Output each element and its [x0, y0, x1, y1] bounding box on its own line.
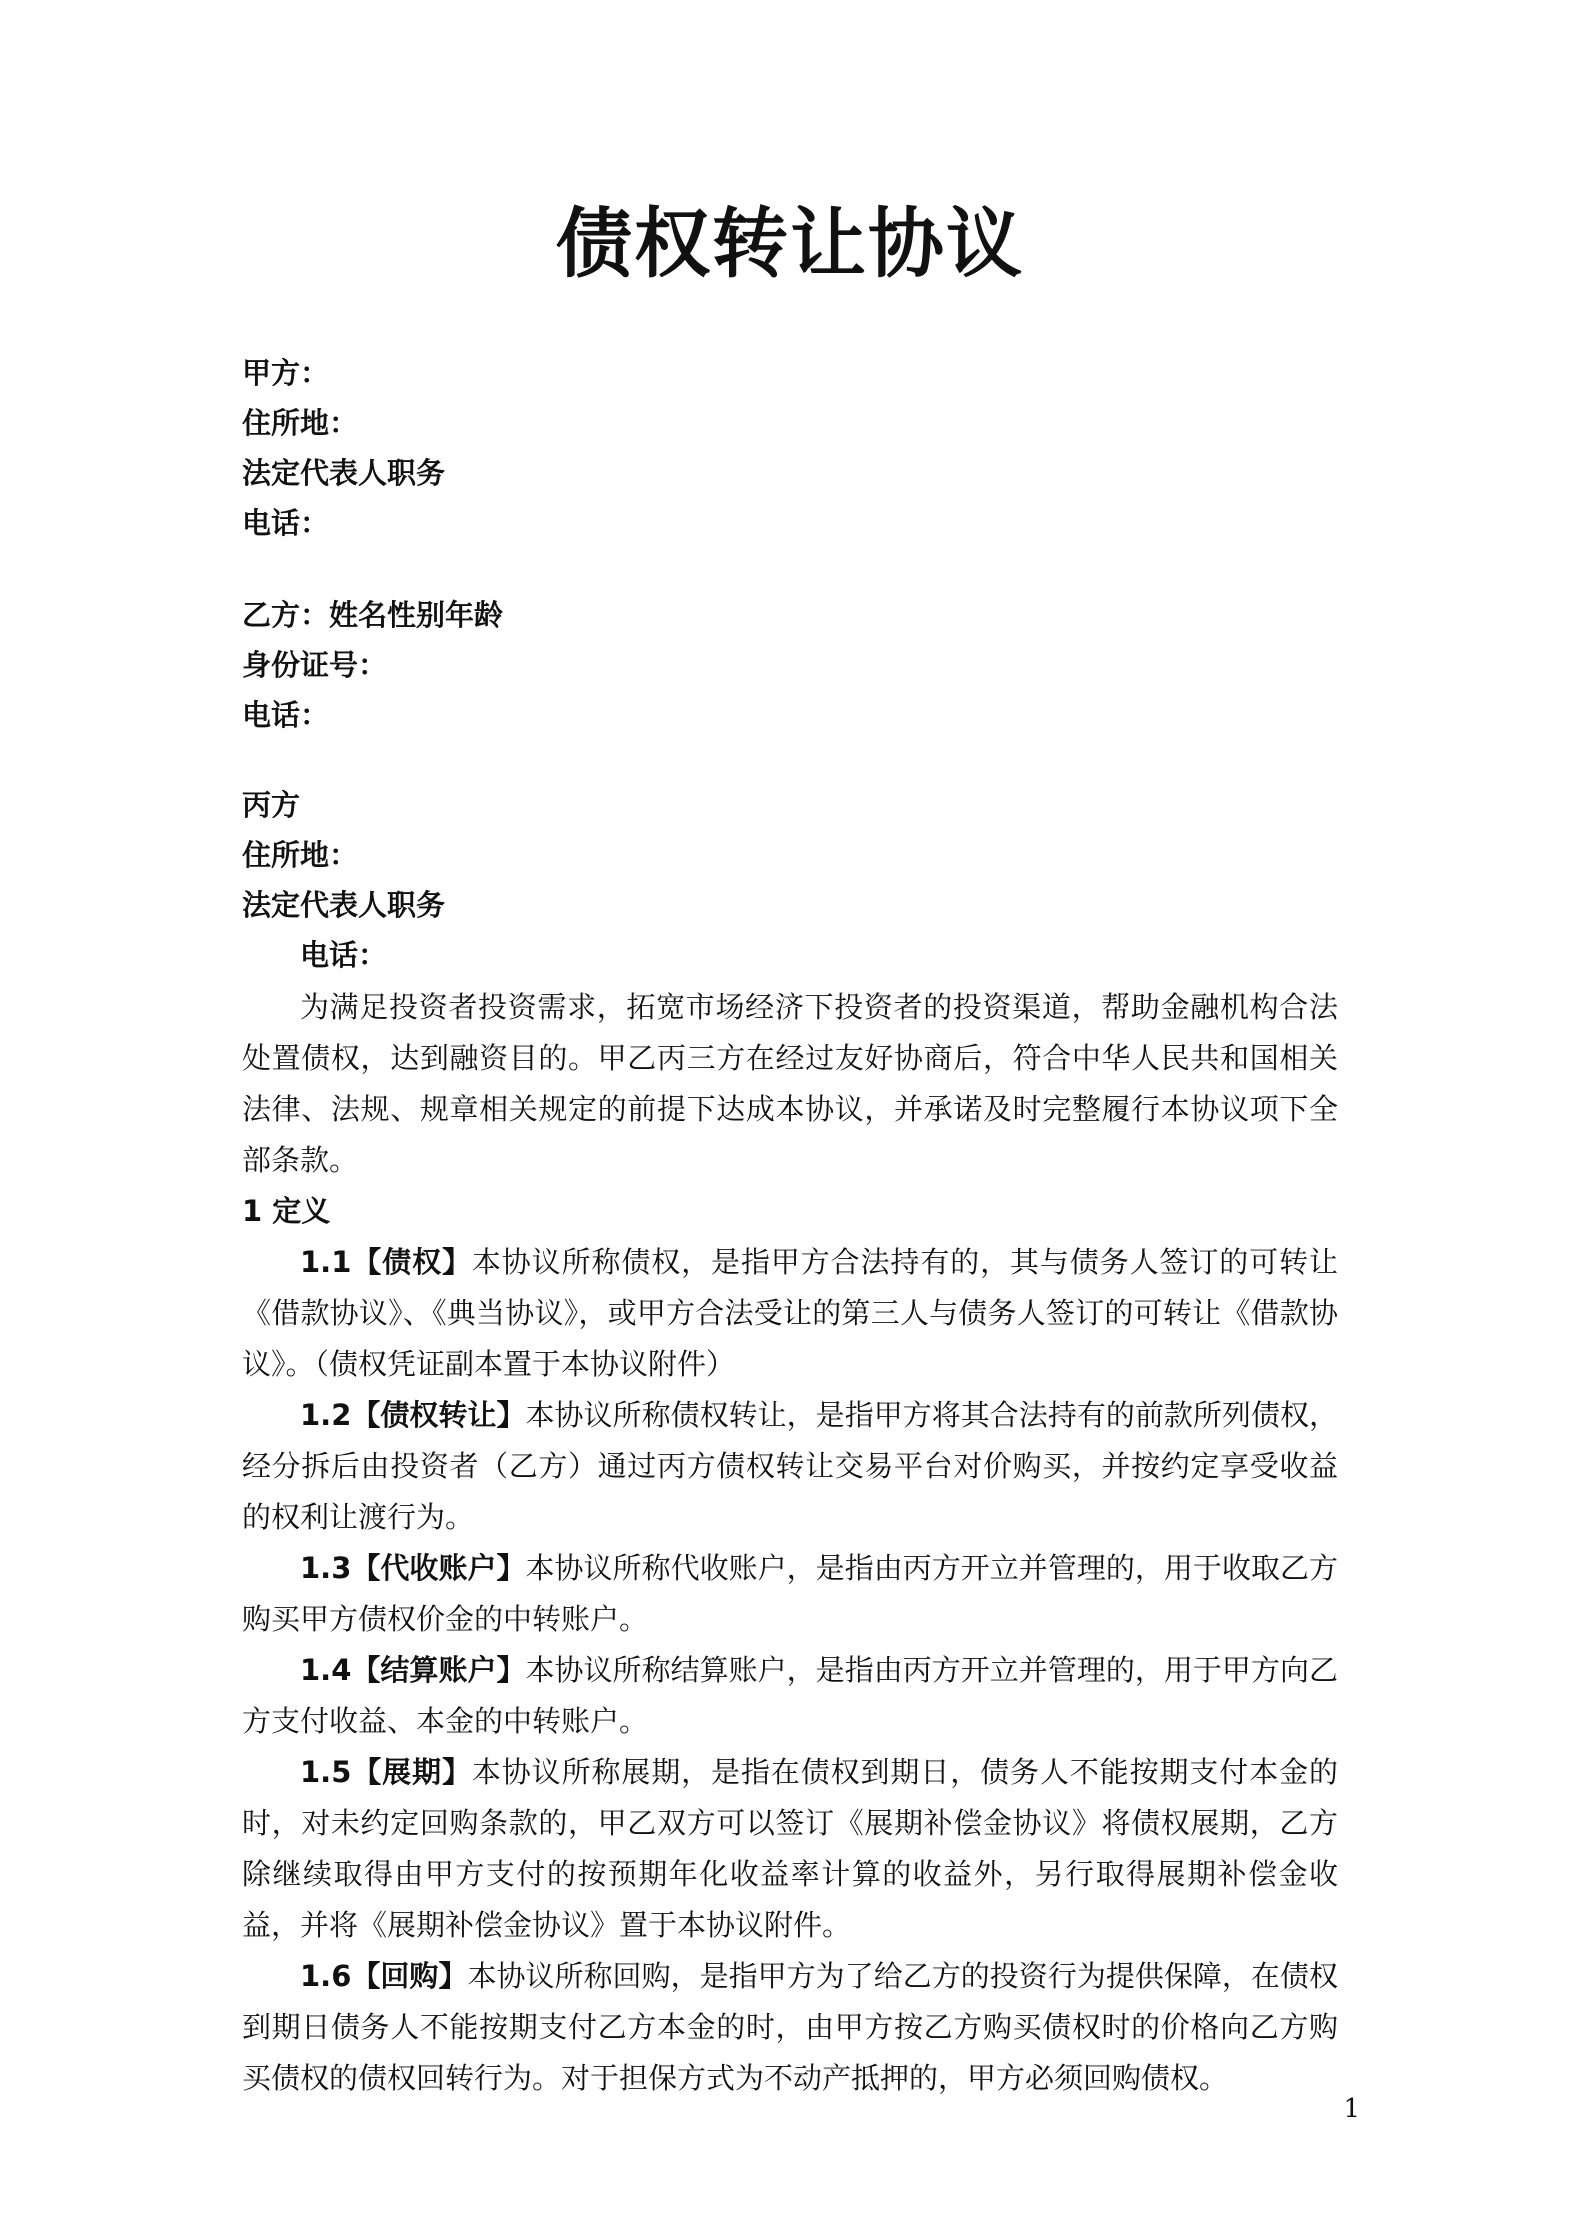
party-c-block: [242, 780, 445, 980]
party-c-phone-label: 电话：: [300, 938, 388, 972]
party-a-address-label: 住所地：: [242, 406, 359, 440]
party-a-block: [242, 348, 445, 548]
definition-item: [242, 1747, 1338, 1951]
section-heading: 1 定义: [242, 1194, 331, 1228]
definition-item: [242, 1543, 1338, 1645]
definition-term: 1.4【结算账户】: [300, 1653, 526, 1687]
party-c-name-label: 丙方: [242, 788, 301, 822]
intro-paragraph: 为满足投资者投资需求，拓宽市场经济下投资者的投资渠道，帮助金融机构合法处置债权，达到融资目的。甲乙丙三方在经过友好协商后，符合中华人民共和国相关法律、法规、规章相关规定的前提下达成本协议，并承诺及时完整履行本协议项下全部条款。: [242, 990, 1338, 1177]
definition-text: 本协议所称结算账户，是指由丙方开立并管理的，用于甲方向乙方支付收益、本金的中转账户。: [242, 1653, 1338, 1738]
party-b-id-label: 身份证号：: [242, 648, 388, 682]
definition-item: [242, 1237, 1338, 1390]
party-b-block: [242, 590, 503, 740]
party-c-address-label: 住所地：: [242, 838, 359, 872]
definition-text: 本协议所称代收账户，是指由丙方开立并管理的，用于收取乙方购买甲方债权价金的中转账户。: [242, 1551, 1338, 1636]
document-title: 债权转让协议: [556, 199, 1024, 288]
party-b-phone-label: 电话：: [242, 698, 330, 732]
party-a-rep-label: 法定代表人职务: [242, 456, 446, 490]
definition-text: 本协议所称展期，是指在债权到期日，债务人不能按期支付本金的时，对未约定回购条款的，甲乙双方可以签订《展期补偿金协议》将债权展期，乙方除继续取得由甲方支付的按预期年化收益率计算的收益外，另行取得展期补偿金收益，并将《展期补偿金协议》置于本协议附件。: [242, 1755, 1338, 1942]
definition-term: 1.3【代收账户】: [300, 1551, 526, 1585]
definition-text: 本协议所称债权，是指甲方合法持有的，其与债务人签订的可转让《借款协议》、《典当协议》，或甲方合法受让的第三人与债务人签订的可转让《借款协议》。（债权凭证副本置于本协议附件）: [242, 1245, 1338, 1381]
party-a-phone-label: 电话：: [242, 506, 330, 540]
party-b-name-label: 乙方：姓名性别年龄: [242, 598, 504, 632]
definition-term: 1.5【展期】: [300, 1755, 472, 1789]
definition-text: 本协议所称回购，是指甲方为了给乙方的投资行为提供保障，在债权到期日债务人不能按期支付乙方本金的时，由甲方按乙方购买债权时的价格向乙方购买债权的债权回转行为。对于担保方式为不动产抵押的，甲方必须回购债权。: [242, 1959, 1338, 2095]
document-body: [242, 982, 1338, 2104]
definition-item: [242, 1645, 1338, 1747]
definition-text: 本协议所称债权转让，是指甲方将其合法持有的前款所列债权，经分拆后由投资者（乙方）通过丙方债权转让交易平台对价购买，并按约定享受收益的权利让渡行为。: [242, 1398, 1338, 1534]
party-c-rep-label: 法定代表人职务: [242, 888, 446, 922]
definition-term: 1.2【债权转让】: [300, 1398, 526, 1432]
definition-term: 1.6【回购】: [300, 1959, 468, 1993]
definition-item: [242, 1951, 1338, 2104]
page-number: 1: [1343, 2094, 1360, 2124]
definition-term: 1.1【债权】: [300, 1245, 472, 1279]
party-a-name-label: 甲方：: [242, 356, 330, 390]
definition-item: [242, 1390, 1338, 1543]
